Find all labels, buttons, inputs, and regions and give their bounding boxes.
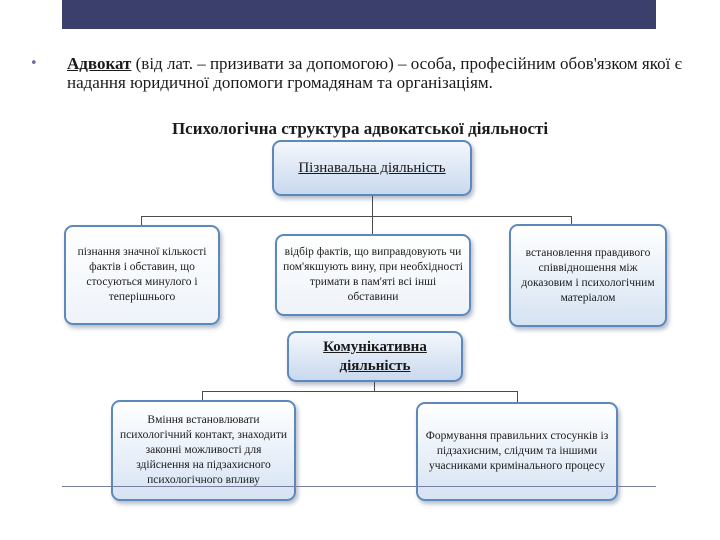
diagram-title: Психологічна структура адвокатської діяльності	[171, 119, 549, 138]
communicative-activity-label: Комунікативна діяльність	[323, 338, 427, 374]
cognitive-item-text: встановлення правдивого співвідношення між доказовим і психологічним матеріалом	[521, 246, 655, 304]
communicative-item-text: Формування правильних стосунків із підзахисним, слідчим та іншими учасниками кримінального процесу	[425, 430, 609, 472]
cognitive-item-box	[509, 224, 667, 327]
definition-text	[67, 54, 687, 92]
cognitive-activity-box	[272, 140, 472, 196]
connector-line	[202, 391, 518, 392]
connector-line	[571, 216, 572, 224]
definition-term: Адвокат	[67, 54, 132, 73]
connector-line	[372, 216, 373, 235]
connector-line	[374, 382, 375, 391]
title-bar	[62, 0, 656, 29]
definition-body: (від лат. – призивати за допомогою) – особа, професійним обов'язком якої є надання юридичної допомоги громадянам та організаціям.	[67, 54, 682, 92]
bottom-rule	[62, 486, 656, 487]
connector-line	[372, 196, 373, 216]
cognitive-item-box	[275, 234, 471, 316]
bullet-icon: •	[30, 56, 38, 71]
cognitive-item-text: пізнання значної кількості фактів і обставин, що стосуються минулого і теперішнього	[77, 246, 207, 303]
cognitive-item-text: відбір фактів, що виправдовують чи пом'якшують вину, при необхідності тримати в пам'яті всі інші обставини	[283, 246, 463, 303]
cognitive-item-box	[64, 225, 220, 325]
communicative-activity-box	[287, 331, 463, 382]
connector-line	[141, 216, 572, 217]
cognitive-activity-label: Пізнавальна діяльність	[298, 159, 446, 176]
communicative-item-text: Вміння встановлювати психологічний контакт, знаходити законні можливості для здійснення на підзахисного психологічного впливу	[119, 414, 288, 486]
